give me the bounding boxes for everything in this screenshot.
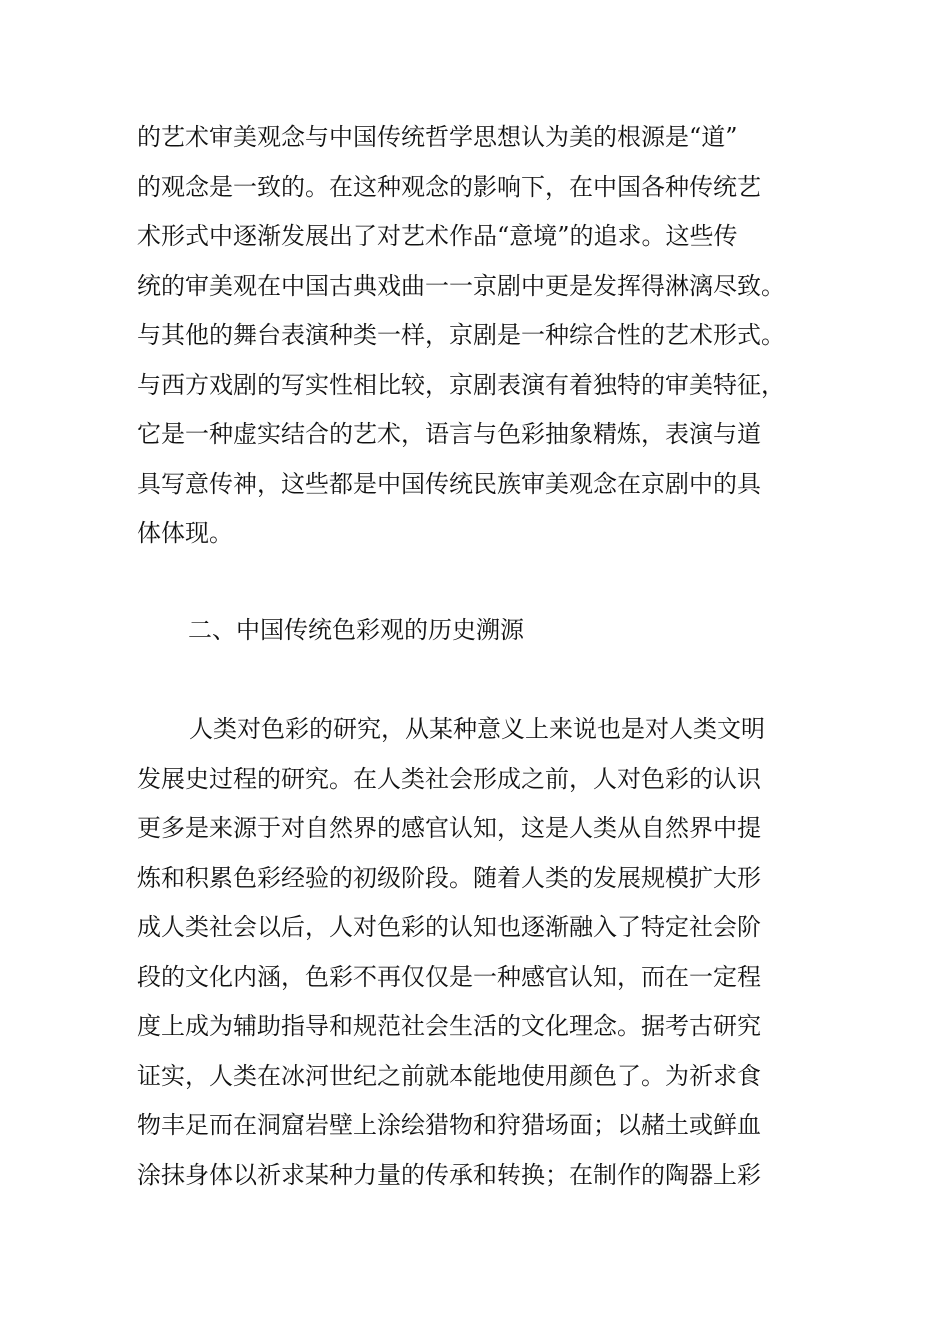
section-heading (188, 606, 888, 656)
paragraph-line: 与其他的舞台表演种类一样，京剧是一种综合性的艺术形式。 (137, 321, 785, 349)
paragraph-line: 段的文化内涵，色彩不再仅仅是一种感官认知，而在一定程 (137, 962, 761, 991)
paragraph-line: 统的审美观在中国古典戏曲一一京剧中更是发挥得淋漓尽致。 (137, 271, 785, 300)
paragraph-line: 度上成为辅助指导和规范社会生活的文化理念。据考古研究 (137, 1012, 761, 1040)
paragraph-line: 证实，人类在冰河世纪之前就本能地使用颜色了。为祈求食 (137, 1061, 761, 1090)
paragraph-line: 涂抹身体以祈求某种力量的传承和转换；在制作的陶器上彩 (137, 1160, 761, 1189)
paragraph-line: 术形式中逐渐发展出了对艺术作品“意境”的追求。这些传 (137, 222, 738, 250)
section-heading-text: 二、中国传统色彩观的历史溯源 (188, 616, 524, 644)
paragraph-line: 具写意传神，这些都是中国传统民族审美观念在京剧中的具 (137, 469, 761, 498)
paragraph-line: 人类对色彩的研究，从某种意义上来说也是对人类文明 (189, 715, 765, 743)
paragraph-line: 更多是来源于对自然界的感官认知，这是人类从自然界中提 (137, 814, 761, 842)
paragraph-line: 的观念是一致的。在这种观念的影响下，在中国各种传统艺 (137, 172, 761, 201)
paragraph-1 (137, 113, 837, 559)
paragraph-line: 与西方戏剧的写实性相比较，京剧表演有着独特的审美特征， (137, 370, 785, 399)
paragraph-line: 发展史过程的研究。在人类社会形成之前，人对色彩的认识 (137, 764, 761, 793)
paragraph-line: 炼和积累色彩经验的初级阶段。随着人类的发展规模扩大形 (137, 863, 761, 892)
paragraph-line: 它是一种虚实结合的艺术，语言与色彩抽象精炼，表演与道 (137, 420, 761, 448)
paragraph-line: 物丰足而在洞窟岩壁上涂绘猎物和狩猎场面；以赭土或鲜血 (137, 1111, 761, 1139)
paragraph-line: 成人类社会以后，人对色彩的认知也逐渐融入了特定社会阶 (137, 913, 761, 941)
paragraph-line: 体体现。 (137, 519, 233, 547)
paragraph-line: 的艺术审美观念与中国传统哲学思想认为美的根源是“道” (137, 123, 738, 151)
paragraph-2 (137, 705, 837, 1200)
